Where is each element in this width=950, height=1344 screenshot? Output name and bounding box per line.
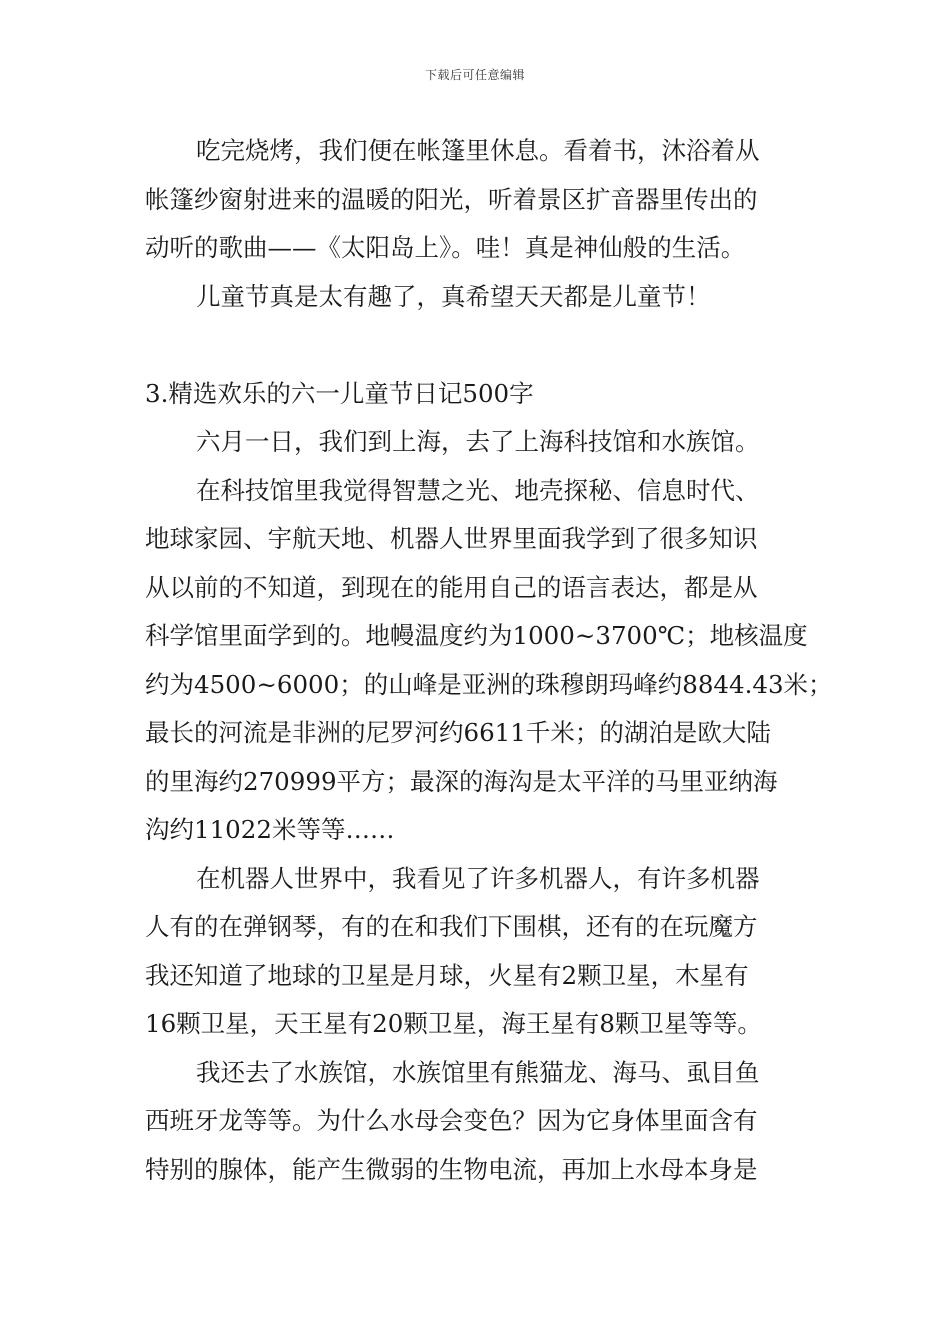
text-line: 最长的河流是非洲的尼罗河约6611千米；的湖泊是欧大陆 xyxy=(145,718,771,747)
text-line: 西班牙龙等等。为什么水母会变色？因为它身体里面含有 xyxy=(145,1106,758,1135)
text-line: 特别的腺体，能产生微弱的生物电流，再加上水母本身是 xyxy=(145,1154,758,1184)
text-line: 沟约11022米等等…… xyxy=(145,815,395,844)
blank-line xyxy=(145,321,825,370)
text-line: 帐篷纱窗射进来的温暖的阳光，听着景区扩音器里传出的 xyxy=(145,184,758,214)
page-header: 下载后可任意编辑 xyxy=(424,68,525,82)
document-body xyxy=(145,127,833,1194)
text-line: 吃完烧烤，我们便在帐篷里休息。看着书，沐浴着从 xyxy=(196,136,760,165)
text-line: 约为4500~6000；的山峰是亚洲的珠穆朗玛峰约8844.43米； xyxy=(145,669,833,699)
text-line: 在机器人世界中，我看见了许多机器人，有许多机器 xyxy=(196,863,760,893)
text-line: 科学馆里面学到的。地幔温度约为1000~3700℃；地核温度 xyxy=(145,621,808,650)
text-line: 人有的在弹钢琴，有的在和我们下围棋，还有的在玩魔方 xyxy=(145,912,758,941)
text-line: 六月一日，我们到上海，去了上海科技馆和水族馆。 xyxy=(196,427,760,456)
text-line: 我还去了水族馆，水族馆里有熊猫龙、海马、虱目鱼 xyxy=(196,1057,760,1087)
text-line: 地球家园、宇航天地、机器人世界里面我学到了很多知识 xyxy=(145,524,758,553)
text-line: 的里海约270999平方；最深的海沟是太平洋的马里亚纳海 xyxy=(145,766,778,796)
section-heading: 3.精选欢乐的六一儿童节日记500字 xyxy=(145,378,534,408)
text-line: 动听的歌曲——《太阳岛上》。哇！真是神仙般的生活。 xyxy=(145,233,746,262)
text-line: 在科技馆里我觉得智慧之光、地壳探秘、信息时代、 xyxy=(196,475,760,505)
text-line: 16颗卫星，天王星有20颗卫星，海王星有8颗卫星等等。 xyxy=(145,1009,762,1038)
text-line: 从以前的不知道，到现在的能用自己的语言表达，都是从 xyxy=(145,572,758,602)
text-line: 我还知道了地球的卫星是月球，火星有2颗卫星，木星有 xyxy=(145,960,749,990)
text-line: 儿童节真是太有趣了，真希望天天都是儿童节！ xyxy=(196,281,711,311)
